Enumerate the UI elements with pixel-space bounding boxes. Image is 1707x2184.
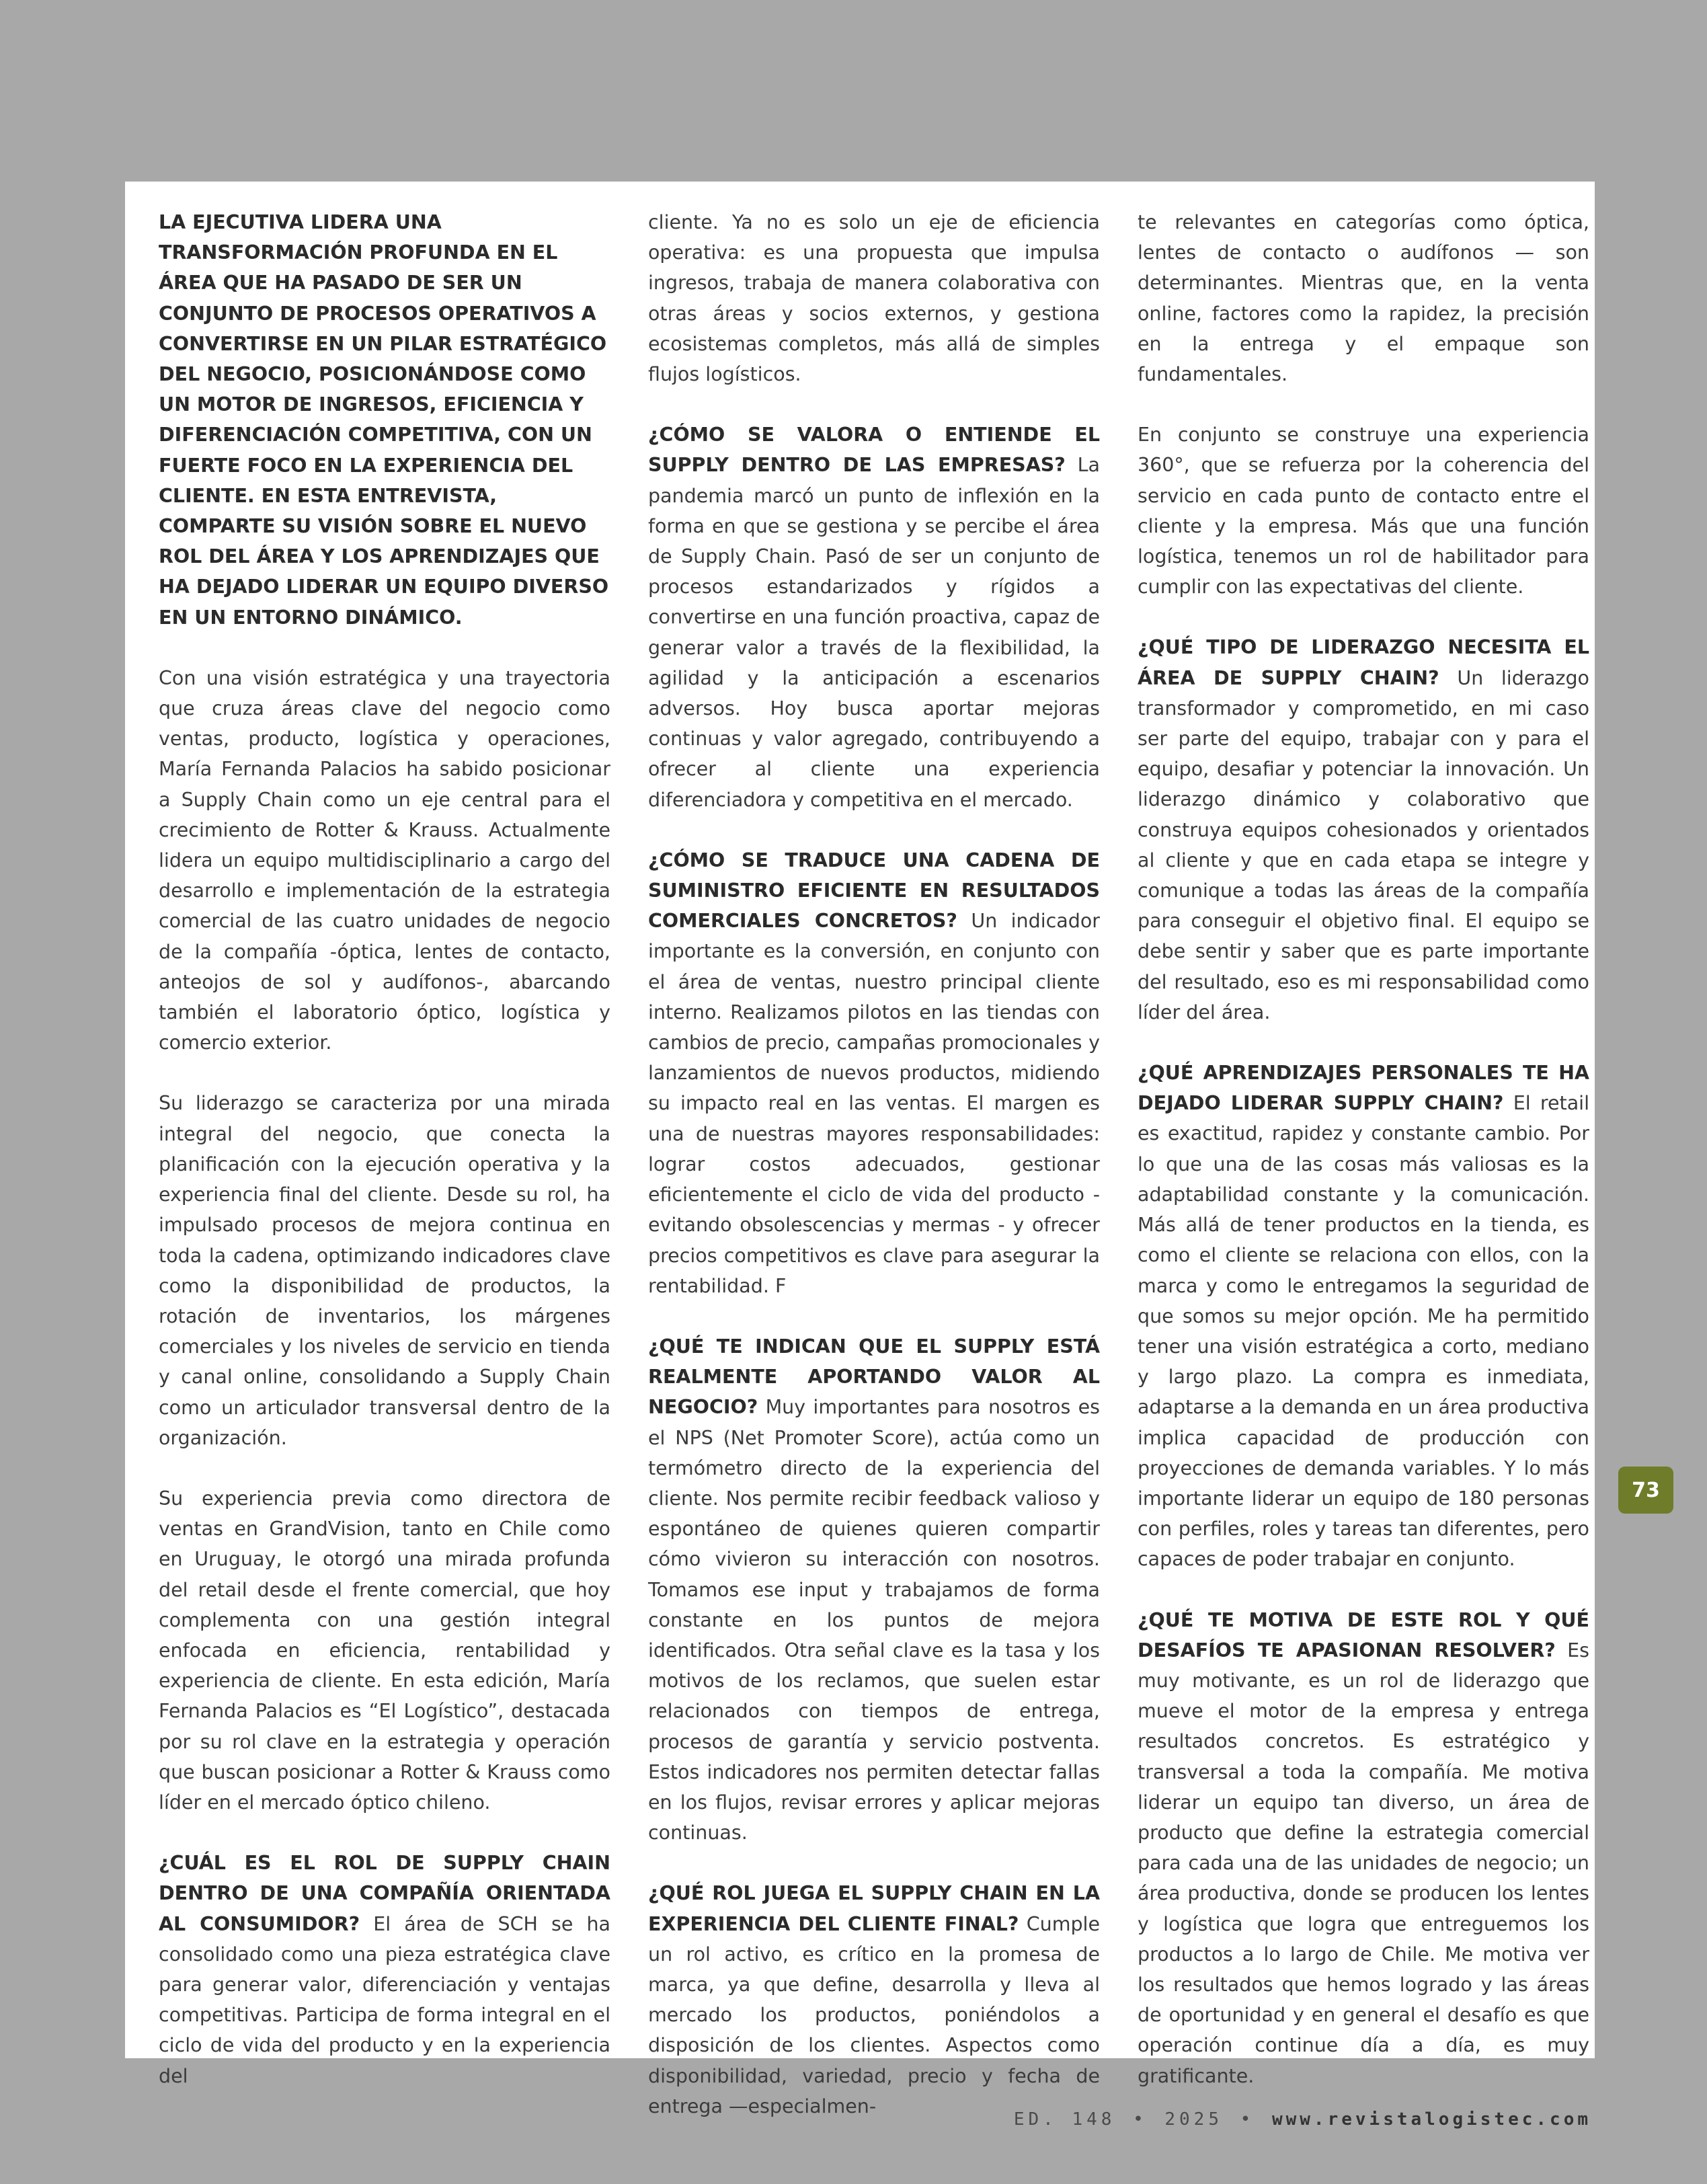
qa-block-7 [1138,1058,1589,1574]
answer-text: La pandemia marcó un punto de inflexión en la forma en que se gestiona y se percibe el área de Supply Chain. Pasó de ser un conjunto de procesos estandarizados y rígidos a convertirse en una función proactiva, capaz de generar valor a través de la flexibilidad, la agilidad y la anticipación a escenarios adversos. Hoy busca aportar mejoras continuas y valor agregado, contribuyendo a ofrecer al cliente una experiencia diferenciadora y competitiva en el mercado. [648,454,1101,811]
footer-year: 2025 [1164,2109,1223,2130]
qa-block-2 [648,420,1100,815]
qa-block-8 [1138,1605,1589,2091]
footer-separator: • [1240,2109,1255,2130]
column-2 [648,207,1100,2152]
qa-block-5 [648,1878,1100,2121]
answer-text: El retail es exactitud, rapidez y constante cambio. Por lo que una de las cosas más valiosas es la adaptabilidad constante y la comunicación. Más allá de tener productos en la tienda, es como el cliente se relaciona con ellos, con la marca y como le entregamos la seguridad de que somos su mejor opción. Me ha permitido tener una visión estratégica a corto, mediano y largo plazo. La compra es inmediata, adaptarse a la demanda en un área productiva implica capacidad de producción con proyecciones de demanda variables. Y lo más importante liderar un equipo de 180 personas con perfiles, roles y tareas tan diferentes, pero capaces de poder trabajar en conjunto. [1138,1092,1589,1571]
answer-continued: cliente. Ya no es solo un eje de eficiencia operativa: es una propuesta que impulsa ingresos, trabaja de manera colaborativa con otras áreas y socios externos, y gestiona ecosistemas completos, más allá de simples flujos logísticos. [648,211,1100,386]
footer-separator: • [1133,2109,1148,2130]
column-3 [1138,207,1589,2121]
qa-block-4 [648,1331,1100,1848]
body-paragraph: En conjunto se construye una experiencia 360°, que se refuerza por la coherencia del servicio en cada punto de contacto entre el cliente y la empresa. Más que una función logística, tenemos un rol de habilitador para cumplir con las expectativas del cliente. [1138,424,1589,598]
footer-website-link[interactable]: www.revistalogistec.com [1271,2109,1591,2130]
answer-text: Cumple un rol activo, es crítico en la promesa de marca, ya que define, desarrolla y lleva al mercado los productos, poniéndolos a disposición de los clientes. Aspectos como disponibilidad, variedad, precio y fecha de entrega —especialmen- [648,1912,1101,2117]
footer-edition: ED. 148 [1013,2109,1116,2130]
question-heading: ¿CÓMO SE TRADUCE UNA CADENA DE SUMINISTRO EFICIENTE EN RESULTADOS COMERCIALES CONCRETOS? [648,849,1100,933]
qa-block-1 [159,1848,610,2091]
body-paragraph: Su experiencia previa como directora de ventas en GrandVision, tanto en Chile como en Uruguay, le otorgó una mirada profunda del retail desde el frente comercial, que hoy complementa con una gestión integral enfocada en eficiencia, rentabilidad y experiencia de cliente. En esta edición, María Fernanda Palacios es “El Logístico”, destacada por su rol clave en la estrategia y operación que buscan posicionar a Rotter & Krauss como líder en el mercado óptico chileno. [159,1487,610,1814]
intro-lead: LA EJECUTIVA LIDERA UNA TRANSFORMACIÓN PROFUNDA EN EL ÁREA QUE HA PASADO DE SER UN CONJUNTO DE PROCESOS OPERATIVOS A CONVERTIRSE EN UN PILAR ESTRATÉGICO DEL NEGOCIO, POSICIONÁNDOSE COMO UN MOTOR DE INGRESOS, EFICIENCIA Y DIFERENCIACIÓN COMPETITIVA, CON UN FUERTE FOCO EN LA EXPERIENCIA DEL CLIENTE. EN ESTA ENTREVISTA, COMPARTE SU VISIÓN SOBRE EL NUEVO ROL DEL ÁREA Y LOS APRENDIZAJES QUE HA DEJADO LIDERAR UN EQUIPO DIVERSO EN UN ENTORNO DINÁMICO. [159,211,609,629]
body-paragraph: Su liderazgo se caracteriza por una mirada integral del negocio, que conecta la planificación con la ejecución operativa y la experiencia final del cliente. Desde su rol, ha impulsado procesos de mejora continua en toda la cadena, optimizando indicadores clave como la disponibilidad de productos, la rotación de inventarios, los márgenes comerciales y los niveles de servicio en tienda y canal online, consolidando a Supply Chain como un articulador transversal dentro de la organización. [159,1092,610,1449]
question-heading: ¿CUÁL ES EL ROL DE SUPPLY CHAIN DENTRO DE UNA COMPAÑÍA ORIENTADA AL CONSUMIDOR? [159,1852,610,1935]
answer-text: El área de SCH se ha consolidado como una pieza estratégica clave para generar valor, diferenciación y ventajas competitivas. Participa de forma integral en el ciclo de vida del producto y en la experiencia del [159,1912,610,2087]
qa-block-6 [1138,632,1589,1027]
question-heading: ¿QUÉ APRENDIZAJES PERSONALES TE HA DEJADO LIDERAR SUPPLY CHAIN? [1138,1062,1589,1115]
qa-block-3 [648,845,1100,1301]
answer-text: Un liderazgo transformador y comprometido, en mi caso ser parte del equipo, trabajar con y para el equipo, desafiar y potenciar la innovación. Un liderazgo dinámico y colaborativo que construya equipos cohesionados y orientados al cliente y que en cada etapa se integre y comunique a todas las áreas de la compañía para conseguir el objetivo final. El equipo se debe sentir y saber que es parte importante del resultado, eso es mi responsabilidad como líder del área. [1138,666,1589,1023]
article-page [125,182,1595,2117]
body-paragraph: Con una visión estratégica y una trayectoria que cruza áreas clave del negocio como ventas, producto, logística y operaciones, María Fernanda Palacios ha sabido posicionar a Supply Chain como un eje central para el crecimiento de Rotter & Krauss. Actualmente lidera un equipo multidisciplinario a cargo del desarrollo e implementación de la estrategia comercial de las cuatro unidades de negocio de la compañía -óptica, lentes de contacto, anteojos de sol y audífonos-, abarcando también el laboratorio óptico, logística y comercio exterior. [159,666,610,1054]
question-heading: ¿CÓMO SE VALORA O ENTIENDE EL SUPPLY DENTRO DE LAS EMPRESAS? [648,424,1100,477]
question-heading: ¿QUÉ TE INDICAN QUE EL SUPPLY ESTÁ REALMENTE APORTANDO VALOR AL NEGOCIO? [648,1335,1100,1419]
question-heading: ¿QUÉ TE MOTIVA DE ESTE ROL Y QUÉ DESAFÍOS TE APASIONAN RESOLVER? [1138,1608,1589,1662]
answer-continued: te relevantes en categorías como óptica, lentes de contacto o audífonos — son determinantes. Mientras que, en la venta online, factores como la rapidez, la precisión en la entrega y el empaque son fundamentales. [1138,211,1589,386]
answer-text: Un indicador importante es la conversión, en conjunto con el área de ventas, nuestro principal cliente interno. Realizamos pilotos en las tiendas con cambios de precio, campañas promocionales y lanzamientos de nuevos productos, midiendo su impacto real en las ventas. El margen es una de nuestras mayores responsabilidades: lograr costos adecuados, gestionar eficientemente el ciclo de vida del producto - evitando obsolescencias y mermas - y ofrecer precios competitivos es clave para asegurar la rentabilidad. F [648,910,1101,1297]
page-number-badge: 73 [1618,1467,1673,1514]
answer-text: Muy importantes para nosotros es el NPS (Net Promoter Score), actúa como un termómetro directo de la experiencia del cliente. Nos permite recibir feedback valioso y espontáneo de quienes quieren compartir cómo vivieron su interacción con nosotros. Tomamos ese input y trabajamos de forma constante en los puntos de mejora identificados. Otra señal clave es la tasa y los motivos de los reclamos, que suelen estar relacionados con tiempos de entrega, procesos de garantía y servicio postventa. Estos indicadores nos permiten detectar fallas en los flujos, revisar errores y aplicar mejoras continuas. [648,1396,1100,1844]
question-heading: ¿QUÉ ROL JUEGA EL SUPPLY CHAIN EN LA EXPERIENCIA DEL CLIENTE FINAL? [648,1882,1100,1935]
column-1 [159,207,610,2121]
question-heading: ¿QUÉ TIPO DE LIDERAZGO NECESITA EL ÁREA DE SUPPLY CHAIN? [1138,636,1589,689]
footer [1014,2109,1591,2130]
answer-text: Es muy motivante, es un rol de liderazgo que mueve el motor de la empresa y entrega resultados concretos. Es estratégico y transversal a toda la compañía. Me motiva liderar un equipo tan diverso, un área de producto que define la estrategia comercial para cada una de las unidades de negocio; un área productiva, donde se producen los lentes y logística que logra que entreguemos los productos a lo largo de Chile. Me motiva ver los resultados que hemos logrado y las áreas de oportunidad y en general el desafío es que operación continue día a día, es muy gratificante. [1138,1639,1590,2087]
